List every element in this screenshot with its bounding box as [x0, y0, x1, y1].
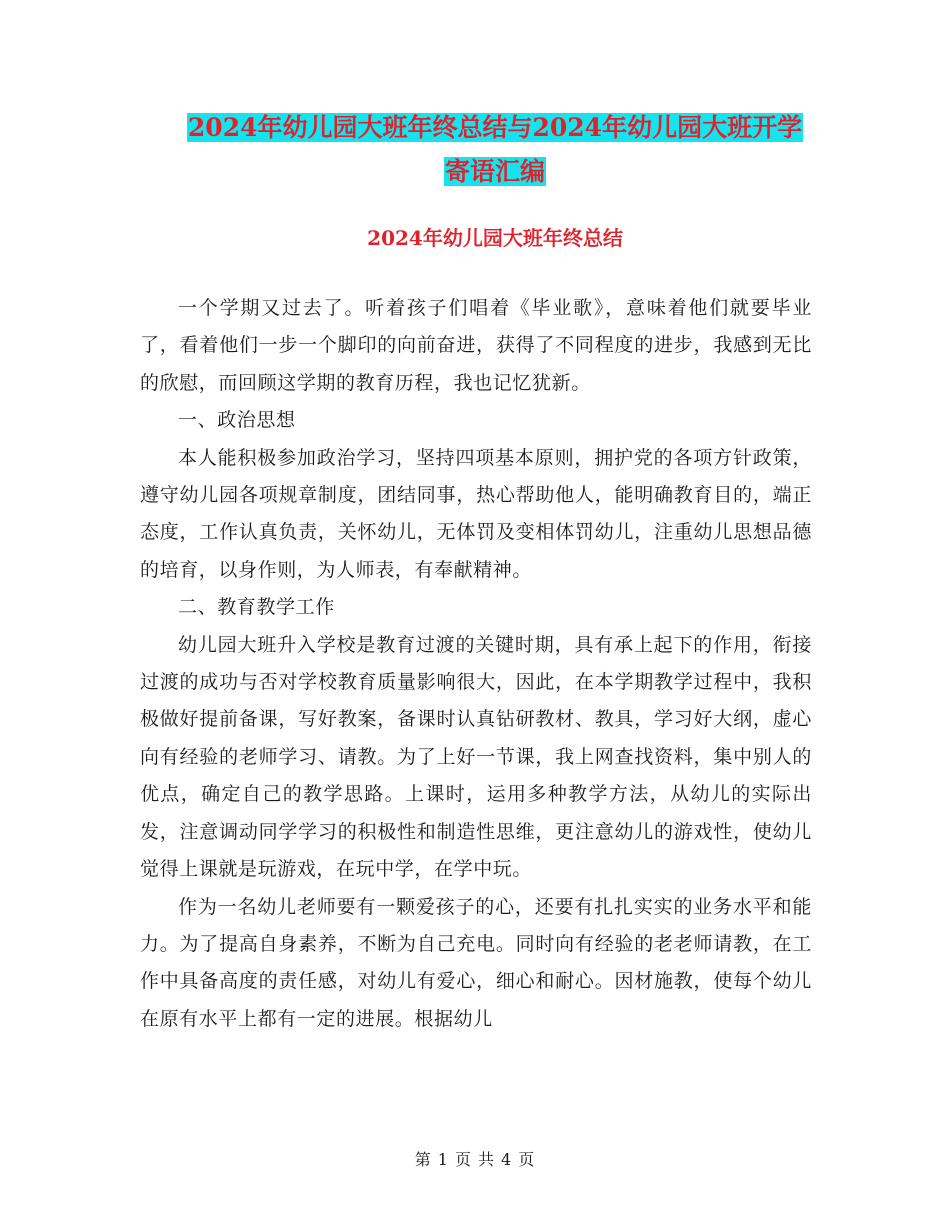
- footer-suffix: 页: [518, 1150, 536, 1169]
- footer-page-label: 页: [454, 1150, 472, 1169]
- document-title-highlight-1: 2024年幼儿园大班年终总结与2024年幼儿园大班开学: [187, 113, 803, 142]
- footer-prefix: 第: [414, 1150, 432, 1169]
- footer-total-pages: 4: [501, 1150, 513, 1169]
- paragraph-teacher-quality: 作为一名幼儿老师要有一颗爱孩子的心，还要有扎扎实实的业务水平和能力。为了提高自身素养，不断为自己充电。同时向有经验的老老师请教，在工作中具备高度的责任感，对幼儿有爱心，细心和耐心。因材施教，使每个幼儿在原有水平上都有一定的进展。根据幼儿: [140, 895, 812, 1030]
- document-title-highlight-2: 寄语汇编: [444, 157, 545, 186]
- section-title: 2024年幼儿园大班年终总结: [367, 226, 623, 250]
- document-title-line-1: [140, 106, 850, 150]
- heading-teaching-work: 二、教育教学工作: [178, 596, 335, 619]
- document-title-line-2: [140, 150, 850, 194]
- document-body: [140, 290, 812, 1038]
- footer-page-number: 1: [437, 1150, 449, 1169]
- heading-political-thought: 一、政治思想: [178, 409, 296, 432]
- footer-total-prefix: 共: [478, 1150, 496, 1169]
- paragraph-political-thought: 本人能积极参加政治学习，坚持四项基本原则，拥护党的各项方针政策，遵守幼儿园各项规章制度，团结同事，热心帮助他人，能明确教育目的，端正态度，工作认真负责，关怀幼儿，无体罚及变相体罚幼儿，注重幼儿思想品德的培育，以身作则，为人师表，有奉献精神。: [140, 446, 812, 581]
- page-footer: [0, 1147, 950, 1170]
- paragraph-intro: 一个学期又过去了。听着孩子们唱着《毕业歌》，意味着他们就要毕业了，看着他们一步一个脚印的向前奋进，获得了不同程度的进步，我感到无比的欣慰，而回顾这学期的教育历程，我也记忆犹新。: [140, 297, 812, 394]
- paragraph-teaching-work: 幼儿园大班升入学校是教育过渡的关键时期，具有承上起下的作用，衔接过渡的成功与否对学校教育质量影响很大，因此，在本学期教学过程中，我积极做好提前备课，写好教案，备课时认真钻研教材、教具，学习好大纲，虚心向有经验的老师学习、请教。为了上好一节课，我上网查找资料，集中别人的优点，确定自己的教学思路。上课时，运用多种教学方法，从幼儿的实际出发，注意调动同学学习的积极性和制造性思维，更注意幼儿的游戏性，使幼儿觉得上课就是玩游戏，在玩中学，在学中玩。: [140, 633, 812, 881]
